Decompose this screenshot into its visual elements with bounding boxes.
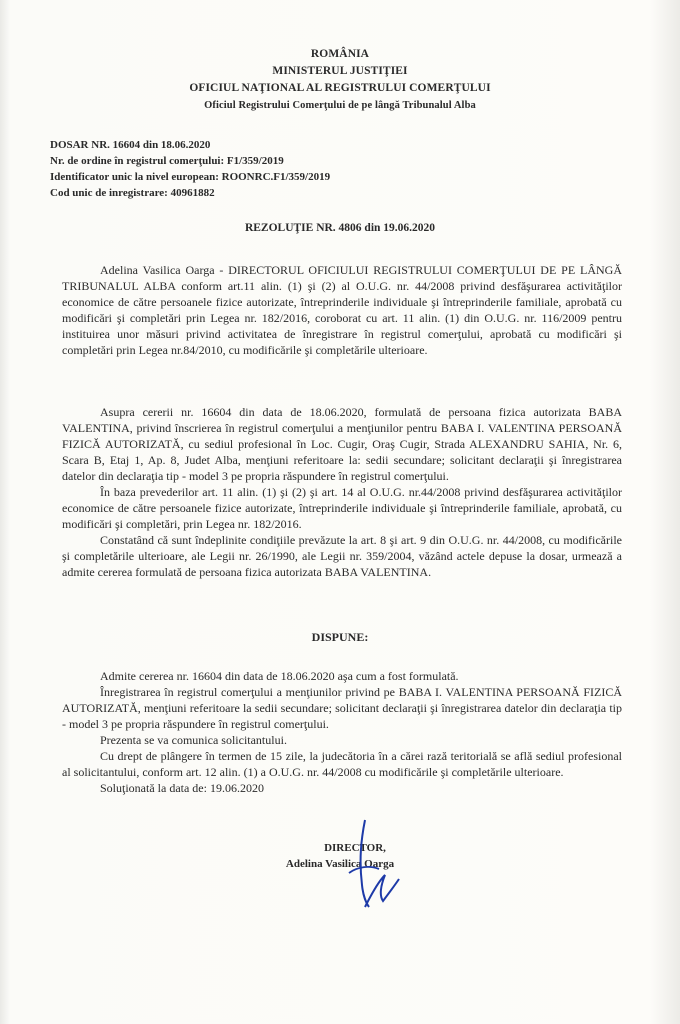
european-identifier: Identificator unic la nivel european: ROONRC.F1/359/2019 [50, 171, 331, 183]
disposition-date: Soluţionată la data de: 19.06.2020 [100, 781, 264, 795]
document-header [0, 46, 680, 114]
dosar-block [50, 137, 330, 201]
header-office: OFICIUL NAŢIONAL AL REGISTRULUI COMERŢULUI [189, 82, 491, 94]
handwritten-signature-icon [335, 815, 405, 910]
signer-role: DIRECTOR, [324, 842, 386, 854]
header-ministry: MINISTERUL JUSTIŢIEI [272, 65, 408, 77]
disposition-communication: Prezenta se va comunica solicitantului. [100, 733, 287, 747]
disposition-admit: Admite cererea nr. 16604 din data de 18.06.2020 aşa cum a fost formulată. [100, 669, 459, 683]
registry-order-number: Nr. de ordine în registrul comerţului: F1/359/2019 [50, 155, 284, 167]
disposition-registration: Înregistrarea în registrul comerţului a menţiunilor privind pe BABA I. VALENTINA PERSOANĂ FIZICĂ AUTORIZATĂ, menţiuni referitoare la sedii secundare; solicitant declaraţii şi înregistrarea datelor din declaraţia tip - model 3 pe propria răspundere în registrul comerţului. [62, 685, 622, 731]
paragraph-authority: Adelina Vasilica Oarga - DIRECTORUL OFICIULUI REGISTRULUI COMERŢULUI DE PE LÂNGĂ TRIBUNALUL ALBA conform art.11 alin. (1) şi (2) al O.U.G. nr. 44/2008 privind desfăşurarea activităţilor economice de către persoanele fizice autorizate, întreprinderile individuale şi întreprinderile familiale, aprobată cu modificări şi completări prin Legea nr. 182/2016, coroborat cu art. 11 alin. (1) din O.U.G. nr. 116/2009 pentru instituirea unor măsuri privind activitatea de înregistrare în registrul comerţului, aprobată cu modificări şi completări prin Legea nr.84/2010, cu modificările şi completările ulterioare. [62, 263, 622, 357]
disposition-appeal: Cu drept de plângere în termen de 15 zile, la judecătoria în a cărei rază teritorială se află sediul profesional al solicitantului, conform art. 12 alin. (1) a O.U.G. nr. 44/2008 cu modificările şi completările ulterioare. [62, 749, 622, 779]
registration-code: Cod unic de inregistrare: 40961882 [50, 187, 215, 199]
considerations-section [62, 404, 622, 580]
dispune-heading: DISPUNE: [311, 630, 369, 644]
dosar-number: DOSAR NR. 16604 din 18.06.2020 [50, 139, 211, 151]
dispositions-section [62, 668, 622, 796]
signer-name: Adelina Vasilica Oarga [285, 858, 395, 870]
preamble-section [62, 262, 622, 358]
paragraph-finding: Constatând că sunt îndeplinite condiţiile prevăzute la art. 8 şi art. 9 din O.U.G. nr. 44/2008, cu modificările şi completările ulterioare, ale Legii nr. 26/1990, ale Legii nr. 359/2004, văzând actele depuse la dosar, urmează a admite cererea formulată de persoana fizica autorizata BABA VALENTINA. [62, 533, 622, 579]
paragraph-legal-basis: În baza prevederilor art. 11 alin. (1) şi (2) şi art. 14 al O.U.G. nr.44/2008 privind desfăşurarea activităţilor economice de către persoanele fizice autorizate, întreprinderile individuale şi întreprinderile familiale, aprobată, cu modificări şi completări, prin Legea nr. 182/2016. [62, 485, 622, 531]
header-country: ROMÂNIA [310, 48, 370, 60]
header-sub-office: Oficiul Registrului Comerţului de pe lângă Tribunalul Alba [204, 100, 476, 111]
resolution-title: REZOLUŢIE NR. 4806 din 19.06.2020 [244, 222, 436, 234]
paragraph-request: Asupra cererii nr. 16604 din data de 18.06.2020, formulată de persoana fizica autorizata BABA VALENTINA, privind înscrierea în registrul comerţului a menţiunilor pentru BABA I. VALENTINA PERSOANĂ FIZICĂ AUTORIZATĂ, cu sediul profesional în Loc. Cugir, Oraş Cugir, Strada ALEXANDRU SAHIA, Nr. 6, Scara B, Etaj 1, Ap. 8, Judet Alba, menţiuni referitoare la: sedii secundare; solicitant declaraţii şi înregistrarea datelor din declaraţia tip - model 3 pe propria răspundere în registrul comerţului. [62, 405, 622, 483]
